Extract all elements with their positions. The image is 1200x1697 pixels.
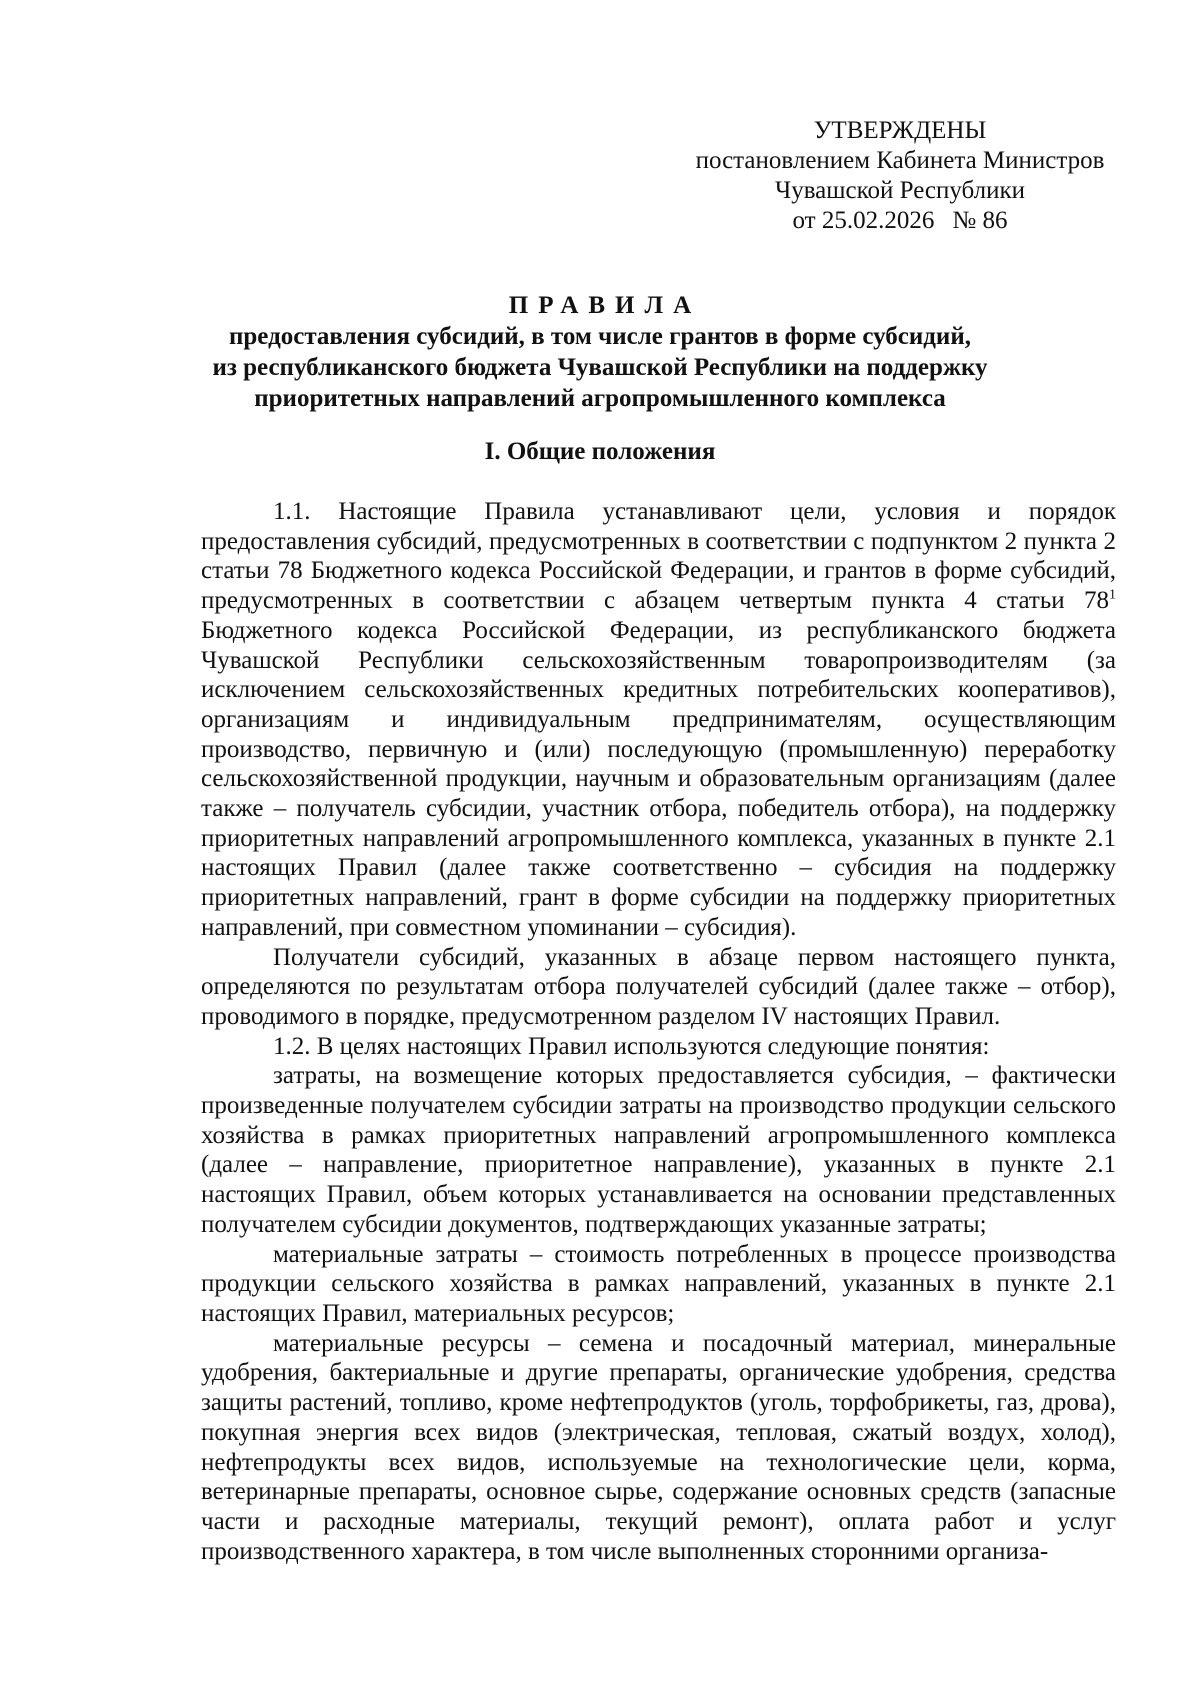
paragraph-1-1-part-2: Бюджетного кодекса Российской Федерации, из республиканского бюджета Чувашской Республики сельскохозяйственным товаропроизводителям (за исключением сельскохозяйственных кредитных потребительских кооперативов), организациям и индивидуальным предпринимателям, осуществляющим производство, первичную и (или) последующую (промышленную) переработку сельскохозяйственной продукции, научным и образовательным организациям (далее также – получатель субсидии, участник отбора, победитель отбора), на поддержку приоритетных направлений агропромышленного комплекса, указанных в пункте 2.1 настоящих Правил (далее также соответственно – субсидия на поддержку приоритетных направлений, грант в форме субсидии на поддержку приоритетных направлений, при совместном упоминании – субсидия). [201,616,1116,941]
title-line-1: предоставления субсидий, в том числе грантов в форме субсидий, [229,323,971,350]
approval-number: № 86 [952,207,1008,234]
paragraph-1-1-part-1: 1.1. Настоящие Правила устанавливают цели, условия и порядок предоставления субсидий, предусмотренных в соответствии с подпунктом 2 пункта 2 статьи 78 Бюджетного кодекса Российской Федерации, и грантов в форме субсидий, предусмотренных в соответствии с абзацем четвертым пункта 4 статьи 78 [201,498,1116,615]
approval-stamp [680,116,1120,236]
title-line-3: приоритетных направлений агропромышленного комплекса [254,385,946,412]
paragraph-material-costs: материальные затраты – стоимость потребленных в процессе производства продукции сельского хозяйства в рамках направлений, указанных в пункте 2.1 настоящих Правил, материальных ресурсов; [201,1240,1116,1327]
paragraph-1-2: 1.2. В целях настоящих Правил используются следующие понятия: [273,1032,990,1060]
paragraph-material-resources: материальные ресурсы – семена и посадочный материал, минеральные удобрения, бактериальные и другие препараты, органические удобрения, средства защиты растений, топливо, кроме нефтепродуктов (уголь, торфобрикеты, газ, дрова), покупная энергия всех видов (электрическая, тепловая, сжатый воздух, холод), нефтепродукты всех видов, используемые на технологические цели, корма, ветеринарные препараты, основное сырье, содержание основных средств (запасные части и расходные материалы, текущий ремонт), оплата работ и услуг производственного характера, в том числе выполненных сторонними организа- [201,1329,1116,1565]
approval-decree: постановлением Кабинета Министров [695,147,1105,174]
paragraph-costs-definition: затраты, на возмещение которых предоставляется субсидия, – фактически произведенные получателем субсидии затраты на производство продукции сельского хозяйства в рамках приоритетных направлений агропромышленного комплекса (далее – направление, приоритетное направление), указанных в пункте 2.1 настоящих Правил, объем которых устанавливается на основании представленных получателем субсидии документов, подтверждающих указанные затраты; [201,1062,1116,1238]
superscript-marker: 1 [1109,587,1116,603]
title-heading: ПРАВИЛА [508,292,702,319]
approval-date-number [680,206,1120,236]
approval-date: от 25.02.2026 [792,207,935,234]
title-line-2: из республиканского бюджета Чувашской Республики на поддержку [212,354,988,381]
section-heading: I. Общие положения [484,438,716,465]
document-body [201,497,1116,1566]
paragraph-recipients: Получатели субсидий, указанных в абзаце первом настоящего пункта, определяются по результатам отбора получателей субсидий (далее также – отбор), проводимого в порядке, предусмотренном разделом IV настоящих Правил. [201,943,1116,1030]
document-title [180,290,1020,414]
paragraph-1-1 [201,497,1116,943]
approval-title: УТВЕРЖДЕНЫ [813,117,987,144]
approval-republic: Чувашской Республики [774,177,1026,204]
